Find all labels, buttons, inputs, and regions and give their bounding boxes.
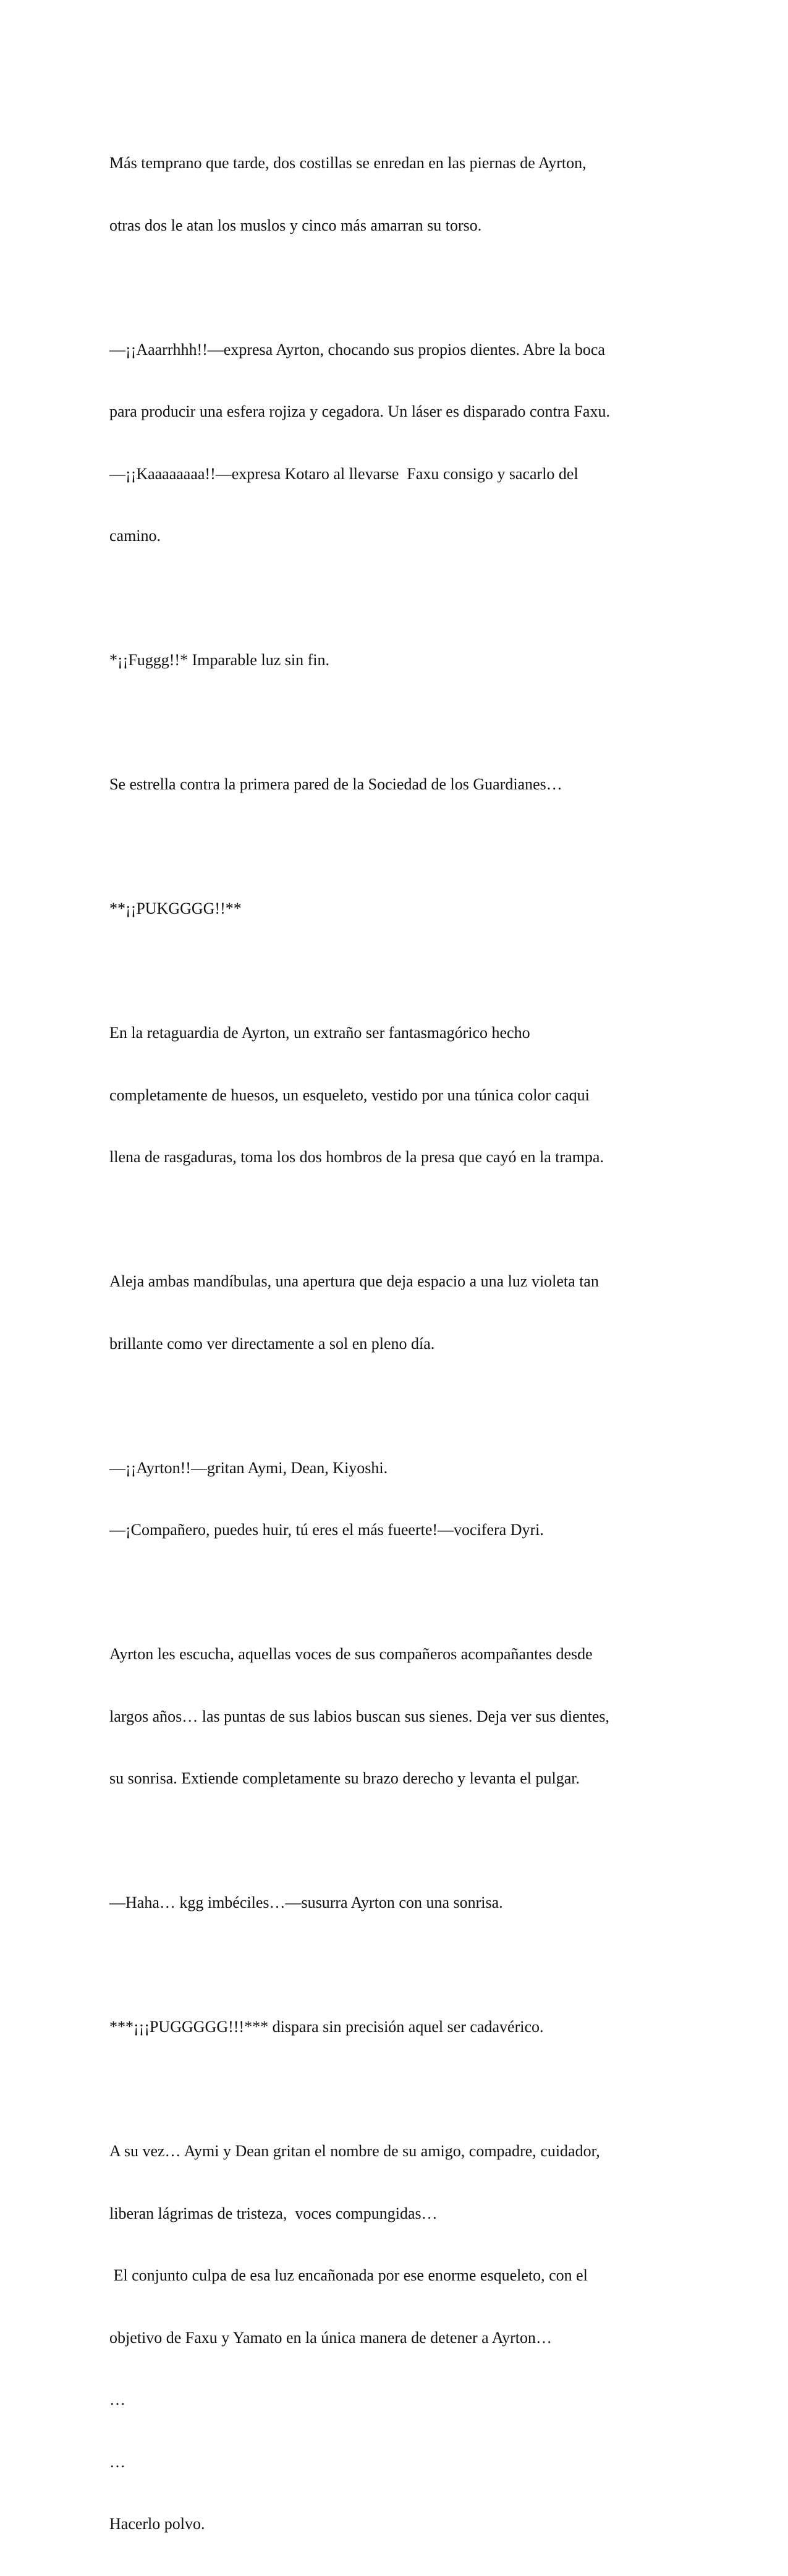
text-line: Ayrton les escucha, aquellas voces de sus compañeros acompañantes desde (109, 1645, 593, 1663)
text-line: completamente de huesos, un esqueleto, vestido por una túnica color caqui (109, 1086, 590, 1104)
text-line: *¡¡Fuggg!!* Imparable luz sin fin. (109, 651, 329, 669)
text-line: su sonrisa. Extiende completamente su brazo derecho y levanta el pulgar. (109, 1769, 580, 1787)
blank-line (109, 836, 678, 857)
text-line: Se estrella contra la primera pared de la Sociedad de los Guardianes… (109, 775, 562, 793)
text-line: Más temprano que tarde, dos costillas se enredan en las piernas de Ayrton, (109, 154, 587, 172)
blank-line (109, 277, 678, 298)
blank-line (109, 712, 678, 733)
text-line: otras dos le atan los muslos y cinco más amarran su torso. (109, 216, 482, 234)
text-line: largos años… las puntas de sus labios buscan sus sienes. Deja ver sus dientes, (109, 1707, 610, 1725)
text-line: El conjunto culpa de esa luz encañonada por ese enorme esqueleto, con el (109, 2266, 588, 2284)
text-line: —Haha… kgg imbéciles…—susurra Ayrton con una sonrisa. (109, 1894, 503, 1911)
text-line: ***¡¡¡PUGGGGG!!!*** dispara sin precisión aquel ser cadavérico. (109, 2018, 544, 2036)
text-line: Hacerlo polvo. (109, 2515, 205, 2533)
text-line: para producir una esfera rojiza y cegadora. Un láser es disparado contra Faxu. (109, 402, 610, 420)
text-line: liberan lágrimas de tristeza, voces compungidas… (109, 2204, 438, 2222)
blank-line (109, 1830, 678, 1851)
text-line: … (109, 2391, 125, 2408)
text-line: camino. (109, 527, 161, 545)
text-line: … (109, 2452, 125, 2471)
blank-line (109, 1582, 678, 1603)
text-line: A su vez… Aymi y Dean gritan el nombre de su amigo, compadre, cuidador, (109, 2142, 600, 2160)
text-line: —¡Compañero, puedes huir, tú eres el más fueerte!—vocifera Dyri. (109, 1521, 544, 1539)
text-line: En la retaguardia de Ayrton, un extraño ser fantasmagórico hecho (109, 1024, 530, 1042)
blank-line (109, 2079, 678, 2100)
text-line: —¡¡Aaarrhhh!!—expresa Ayrton, chocando sus propios dientes. Abre la boca (109, 340, 605, 359)
text-line: brillante como ver directamente a sol en pleno día. (109, 1334, 435, 1353)
blank-line (109, 1395, 678, 1416)
text-line: **¡¡PUKGGGG!!** (109, 899, 242, 917)
blank-line (109, 1209, 678, 1230)
text-line: llena de rasgaduras, toma los dos hombros de la presa que cayó en la trampa. (109, 1148, 604, 1166)
text-line: objetivo de Faxu y Yamato en la única manera de detener a Ayrton… (109, 2328, 553, 2347)
blank-line (109, 961, 678, 982)
body-text (109, 111, 678, 2576)
text-line: —¡¡Ayrton!!—gritan Aymi, Dean, Kiyoshi. (109, 1458, 388, 1477)
blank-line (109, 588, 678, 609)
text-line: —¡¡Kaaaaaaaa!!—expresa Kotaro al llevarse Faxu consigo y sacarlo del (109, 464, 578, 483)
blank-line (109, 1955, 678, 1976)
text-line: Aleja ambas mandíbulas, una apertura que deja espacio a una luz violeta tan (109, 1272, 599, 1290)
